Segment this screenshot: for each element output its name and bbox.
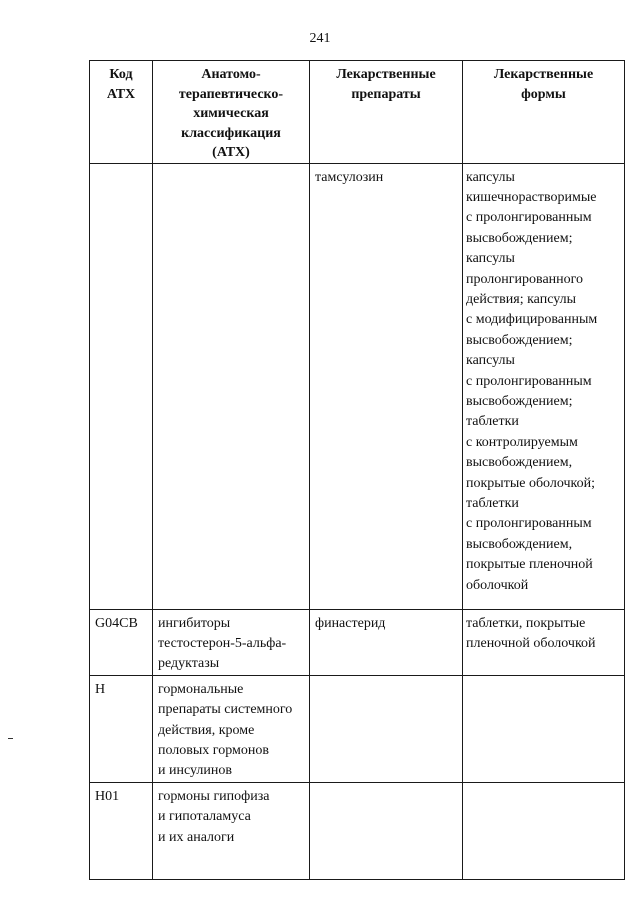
header-code [90, 61, 153, 164]
table-row [90, 675, 625, 782]
margin-mark [8, 738, 13, 739]
header-classification [153, 61, 310, 164]
cell-line: Лекарственные [493, 67, 594, 82]
table-row [90, 163, 625, 609]
cell-line: препараты системного [158, 702, 293, 718]
cell-line: с пролонгированным [466, 210, 592, 226]
cell-line: Код [109, 67, 133, 82]
cell-line: оболочкой [466, 577, 529, 593]
cell-line: высвобождением, [466, 455, 573, 471]
cell-line: действия; капсулы [466, 291, 577, 307]
cell-code [90, 163, 153, 609]
cell-drug [310, 675, 463, 782]
cell-drug [310, 782, 463, 879]
cell-classification [153, 163, 310, 609]
header-forms [463, 61, 625, 164]
cell-line: и инсулинов [158, 763, 232, 779]
cell-line: высвобождением; [466, 230, 573, 246]
cell-line: с пролонгированным [466, 516, 592, 532]
cell-drug: тамсулозин [310, 163, 463, 609]
cell-forms [463, 782, 625, 879]
cell-forms [463, 163, 625, 609]
cell-line: с модифицированным [466, 312, 598, 328]
cell-forms [463, 675, 625, 782]
table-row [90, 782, 625, 879]
cell-code: G04CB [90, 609, 153, 675]
cell-line: кишечнорастворимые [466, 189, 597, 205]
cell-line: таблетки [466, 496, 519, 511]
cell-line: редуктазы [158, 656, 220, 672]
cell-classification [153, 675, 310, 782]
table-row [90, 609, 625, 675]
cell-line: формы [521, 86, 566, 102]
cell-code: H01 [90, 782, 153, 879]
page-number: 241 [309, 31, 331, 46]
cell-line: с пролонгированным [466, 373, 592, 389]
cell-code: H [90, 675, 153, 782]
cell-line: высвобождением, [466, 536, 573, 552]
cell-line: высвобождением; [466, 332, 573, 348]
cell-line: АТХ [106, 86, 136, 102]
cell-line: покрытые пленочной [466, 557, 593, 573]
cell-line: и гипоталамуса [158, 809, 251, 825]
cell-line: таблетки, покрытые [466, 615, 586, 631]
cell-line: гормональные [158, 681, 244, 697]
cell-line: капсулы [466, 353, 515, 369]
cell-line: Лекарственные [336, 67, 436, 82]
cell-line: с контролируемым [466, 434, 578, 450]
cell-forms [463, 609, 625, 675]
cell-line: таблетки [466, 414, 519, 430]
cell-line: тестостерон-5-альфа- [158, 635, 287, 651]
cell-line: действия, кроме [158, 722, 255, 738]
cell-classification [153, 782, 310, 879]
cell-line: половых гормонов [158, 742, 269, 758]
cell-line: классификация [181, 125, 281, 141]
cell-line: пролонгированного [466, 271, 584, 287]
cell-line: покрытые оболочкой; [466, 475, 596, 491]
cell-line: терапевтическо- [178, 86, 284, 102]
cell-line: пленочной оболочкой [466, 635, 596, 651]
cell-line: капсулы [466, 169, 515, 185]
cell-classification [153, 609, 310, 675]
cell-line: (АТХ) [212, 145, 250, 160]
cell-line: гормоны гипофиза [158, 788, 270, 804]
cell-line: капсулы [466, 251, 515, 267]
cell-line: препараты [351, 86, 421, 102]
cell-line: высвобождением; [466, 393, 573, 409]
cell-line: и их аналоги [158, 829, 235, 845]
cell-line: Анатомо- [201, 67, 261, 82]
cell-drug: финастерид [310, 609, 463, 675]
header-drugs [310, 61, 463, 164]
table-header-row [90, 61, 625, 164]
cell-line: ингибиторы [158, 615, 231, 631]
cell-line: химическая [193, 106, 269, 121]
atx-table [89, 60, 625, 880]
